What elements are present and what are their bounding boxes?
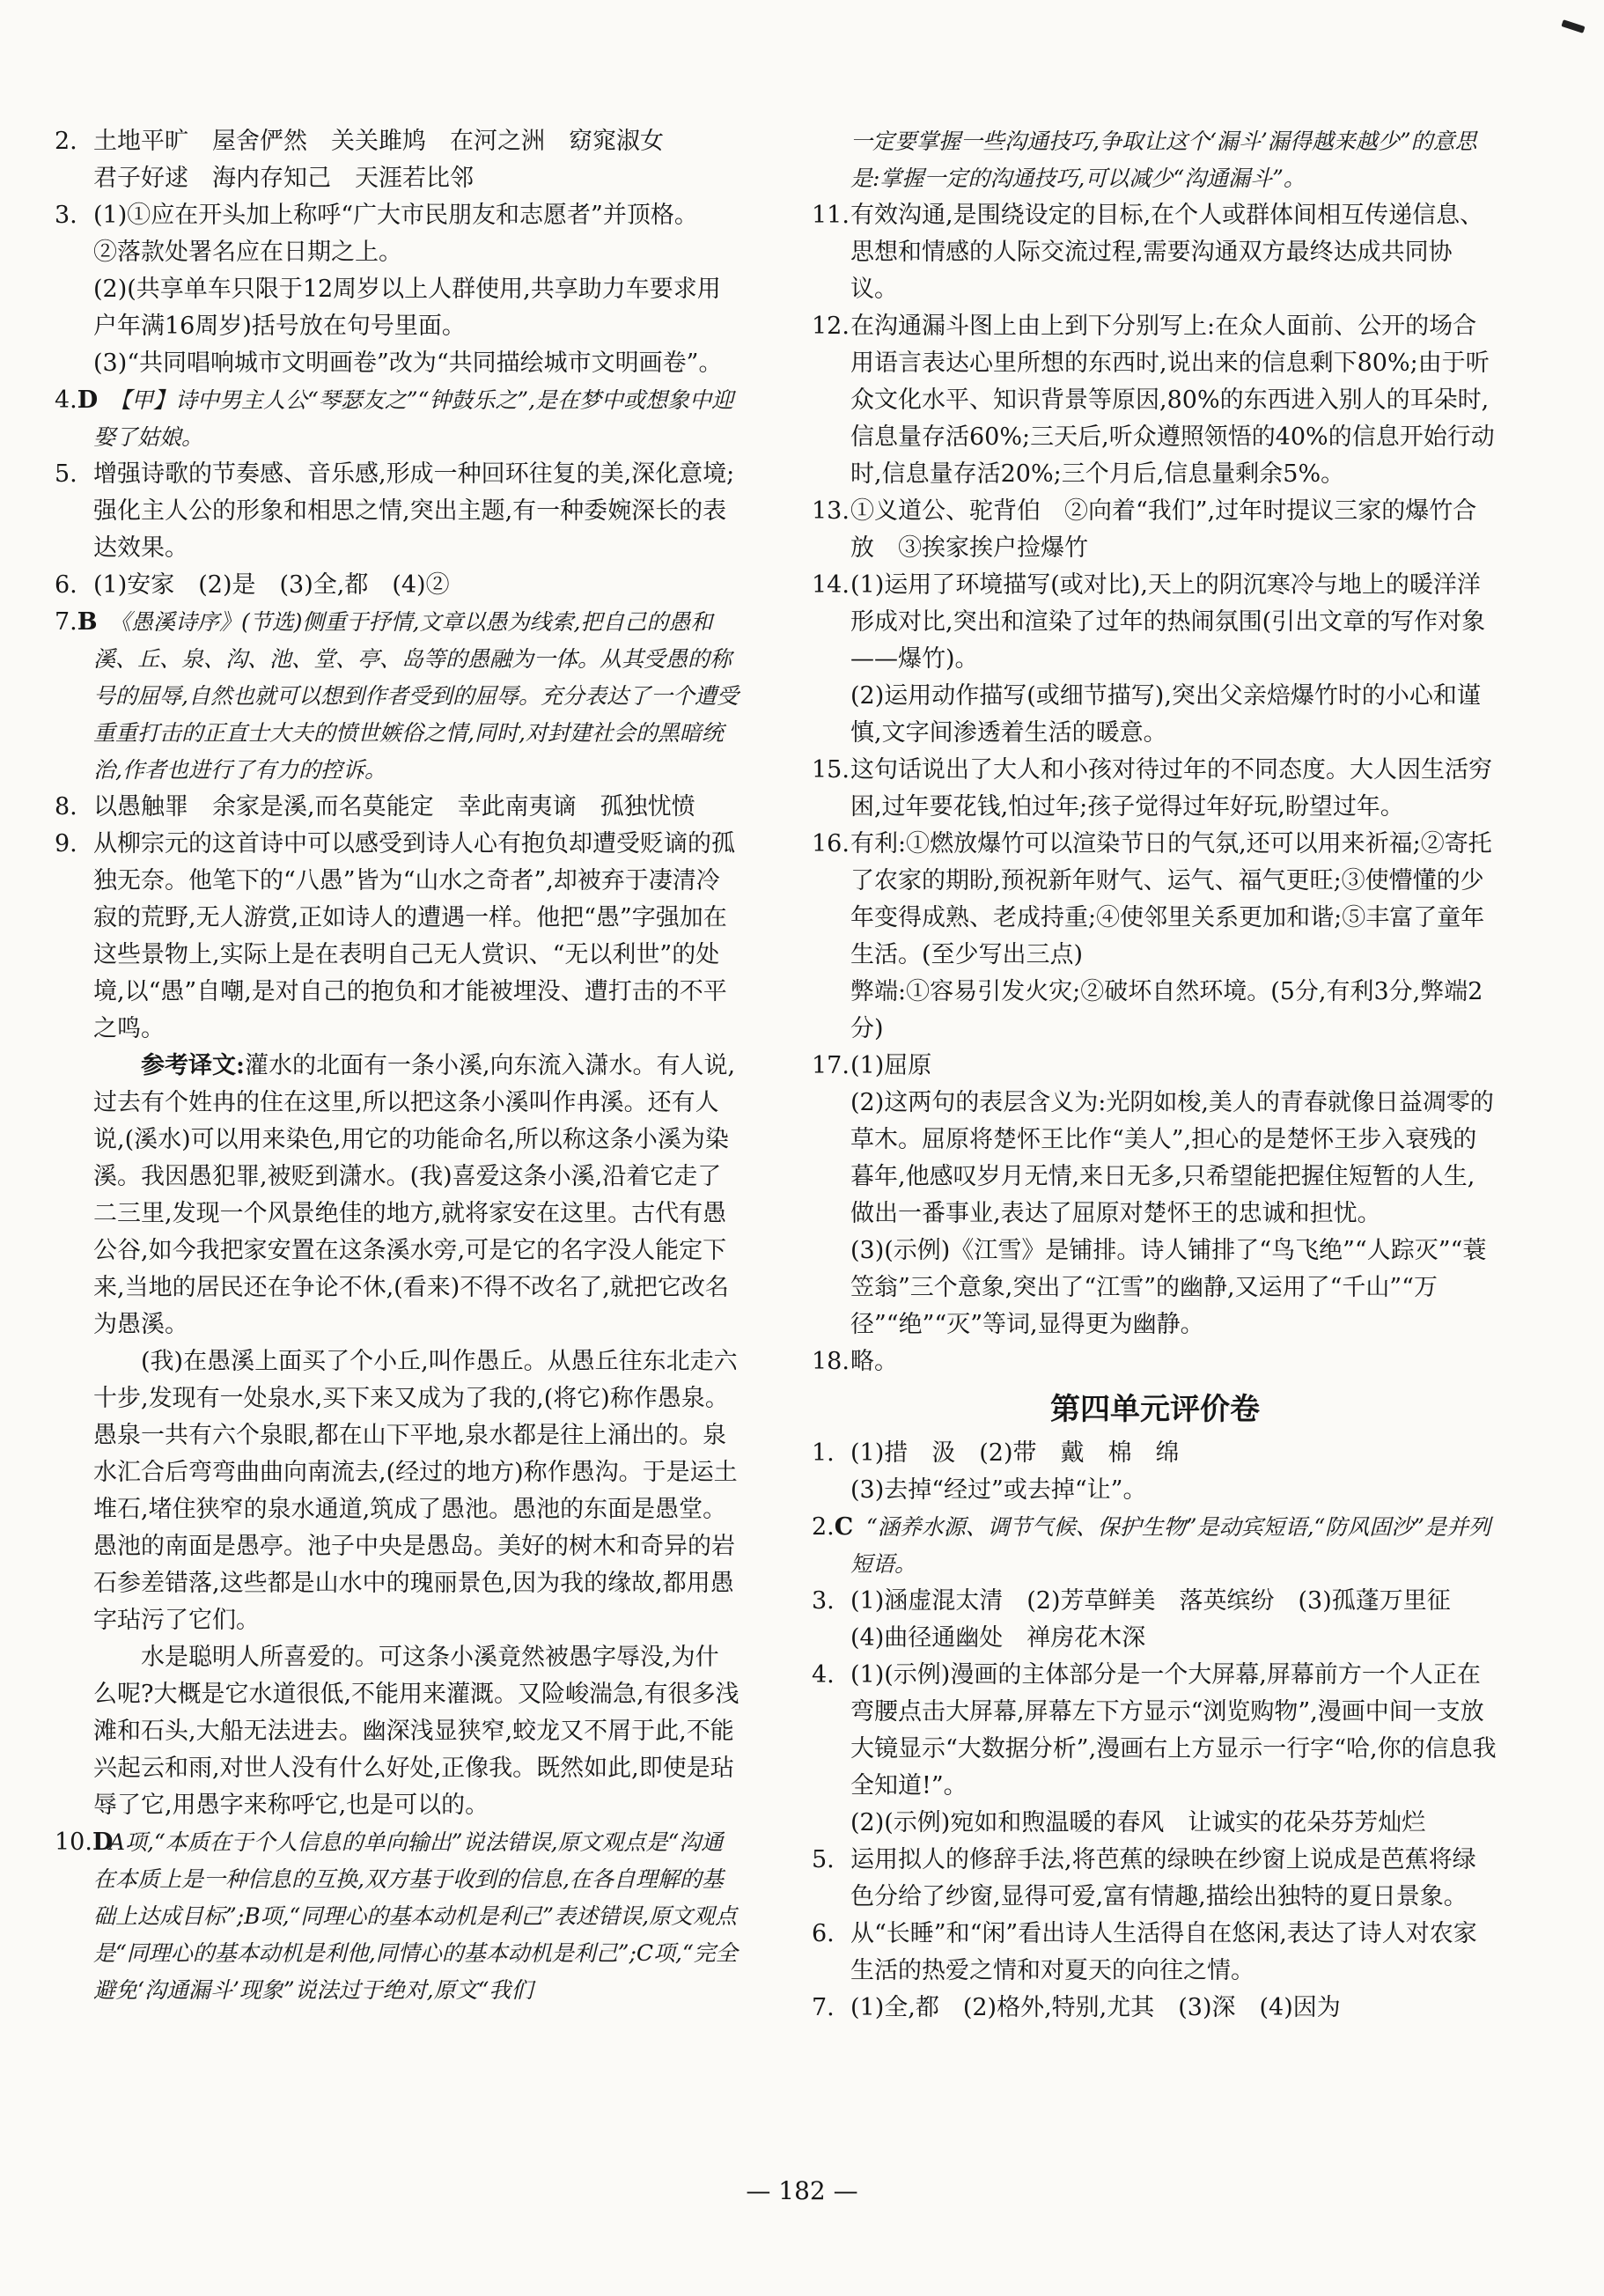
answer-line: 从“长睡”和“闲”看出诗人生活得自在悠闲,表达了诗人对农家生活的热爱之情和对夏天的向往之情。: [850, 1920, 1477, 1984]
section-item-5: [812, 1842, 1498, 1916]
item-number-text: 10.: [55, 1829, 92, 1856]
answer-line: (1)涵虚混太清 (2)芳草鲜美 落英缤纷 (3)孤蓬万里征 (4)曲径通幽处 禅房花木深: [850, 1587, 1475, 1652]
item-number: 14.: [812, 571, 850, 599]
choice-answer: B: [77, 608, 98, 636]
answer-item-13: [812, 493, 1498, 567]
answer-item-17: [812, 1048, 1498, 1343]
answer-line: 君子好逑 海内存知己 天涯若比邻: [93, 165, 474, 192]
answer-item-10: [55, 1824, 741, 2009]
answer-line: 以愚触罪 余家是溪,而名莫能定 幸此南夷谪 孤独忧愤: [93, 793, 695, 821]
answer-item-11: [812, 197, 1498, 308]
answer-line: (1)屈原: [850, 1052, 932, 1079]
item-number: 8.: [55, 793, 77, 821]
answer-line: 略。: [850, 1348, 898, 1375]
answer-item-4: [55, 382, 741, 456]
answer-item-2: [55, 123, 741, 197]
item-number: 16.: [812, 830, 850, 857]
choice-answer: C: [834, 1513, 854, 1541]
answer-line: (1)①应在开头加上称呼“广大市民朋友和志愿者”并顶格。: [93, 202, 698, 229]
item-number: [55, 382, 98, 419]
left-column: [55, 123, 741, 2009]
answer-line: (2)(共享单车只限于12周岁以上人群使用,共享助力车要求用户年满16周岁)括号放在句号里面。: [93, 276, 721, 340]
answer-line: (2)运用动作描写(或细节描写),突出父亲焙爆竹时的小心和谨慎,文字间渗透着生活的暖意。: [850, 682, 1481, 747]
choice-answer: D: [77, 386, 99, 414]
item-number: 5.: [55, 460, 77, 488]
answer-line: (1)措 汲 (2)带 戴 棉 绵: [850, 1439, 1180, 1467]
answer-item-5: [55, 456, 741, 567]
answer-line: 有效沟通,是围绕设定的目标,在个人或群体间相互传递信息、思想和情感的人际交流过程,需要沟通双方最终达成共同协议。: [850, 202, 1484, 303]
answer-line: (1)全,都 (2)格外,特别,尤其 (3)深 (4)因为: [850, 1994, 1341, 2021]
answer-line: (1)安家 (2)是 (3)全,都 (4)②: [93, 571, 450, 599]
section-item-6: [812, 1916, 1498, 1990]
item-number: 11.: [812, 202, 850, 229]
answer-item-15: [812, 752, 1498, 826]
translation-text: 灌水的北面有一条小溪,向东流入潇水。有人说,过去有个姓冉的住在这里,所以把这条小溪叫作冉溪。还有人说,(溪水)可以用来染色,用它的功能命名,所以称这条小溪为染溪。我因愚犯罪,被贬到潇水。(我)喜爱这条小溪,沿着它走了二三里,发现一个风景绝佳的地方,就将家安在这里。古代有愚公谷,如今我把家安置在这条溪水旁,可是它的名字没人能定下来,当地的居民还在争论不休,(看来)不得不改名了,就把它改名为愚溪。: [93, 1052, 736, 1338]
item-number: 18.: [812, 1348, 850, 1375]
answer-line: (1)(示例)漫画的主体部分是一个大屏幕,屏幕前方一个人正在弯腰点击大屏幕,屏幕左下方显示“浏览购物”,漫画中间一支放大镜显示“大数据分析”,漫画右上方显示一行字“哈,你的信息我全知道!”。: [850, 1661, 1497, 1799]
choice-answer: D: [92, 1829, 114, 1856]
answer-line: (1)运用了环境描写(或对比),天上的阴沉寒冷与地上的暖洋洋形成对比,突出和渲染了过年的热闹氛围(引出文章的写作对象——爆竹)。: [850, 571, 1486, 673]
section-item-3: [812, 1583, 1498, 1657]
answer-line: 这句话说出了大人和小孩对待过年的不同态度。大人因生活穷困,过年要花钱,怕过年;孩子觉得过年好玩,盼望过年。: [850, 756, 1492, 821]
right-column: [812, 123, 1498, 2027]
answer-line: 有利:①燃放爆竹可以渲染节日的气氛,还可以用来祈福;②寄托了农家的期盼,预祝新年财气、运气、福气更旺;③使懵懂的少年变得成熟、老成持重;④使邻里关系更加和谐;⑤丰富了童年生活。(至少写出三点): [850, 830, 1492, 968]
explanation: “涵养水源、调节气候、保护生物”是动宾短语,“防风固沙”是并列短语。: [850, 1514, 1491, 1577]
explanation-continuation: 一定要掌握一些沟通技巧,争取让这个‘漏斗’漏得越来越少”的意思是:掌握一定的沟通技巧,可以减少“沟通漏斗”。: [850, 129, 1477, 191]
corner-mark: [1561, 19, 1585, 33]
answer-item-8: [55, 789, 741, 826]
continuation-text: [812, 123, 1498, 197]
item-number-text: 7.: [55, 608, 77, 636]
page-number: — 182 —: [746, 2176, 858, 2205]
answer-line: 在沟通漏斗图上由上到下分别写上:在众人面前、公开的场合用语言表达心里所想的东西时,说出来的信息剩下80%;由于听众文化水平、知识背景等原因,80%的东西进入别人的耳朵时,信息量存活60%;三天后,听众遵照领悟的40%的信息开始行动时,信息量存活20%;三个月后,信息量剩余5%。: [850, 313, 1495, 488]
translation-label: 参考译文:: [141, 1052, 245, 1079]
item-number: 6.: [55, 571, 77, 599]
item-number: 12.: [812, 313, 850, 340]
item-number: 13.: [812, 497, 850, 525]
answer-line: (2)(示例)宛如和煦温暖的春风 让诚实的花朵芬芳灿烂: [850, 1809, 1426, 1836]
answer-line: 增强诗歌的节奏感、音乐感,形成一种回环往复的美,深化意境;强化主人公的形象和相思之情,突出主题,有一种委婉深长的表达效果。: [93, 460, 735, 562]
section-item-7: [812, 1990, 1498, 2027]
item-number: 1.: [812, 1439, 835, 1467]
item-number: 4.: [812, 1661, 835, 1689]
answer-line: 弊端:①容易引发火灾;②破坏自然环境。(5分,有利3分,弊端2分): [850, 978, 1483, 1042]
item-number-text: 4.: [55, 386, 77, 414]
item-number: 6.: [812, 1920, 835, 1947]
translation-paragraph: (我)在愚溪上面买了个小丘,叫作愚丘。从愚丘往东北走六十步,发现有一处泉水,买下来又成为了我的,(将它)称作愚泉。愚泉一共有六个泉眼,都在山下平地,泉水都是往上涌出的。泉水汇合后弯弯曲曲向南流去,(经过的地方)称作愚沟。于是运土堆石,堵住狭窄的泉水通道,筑成了愚池。愚池的东面是愚堂。愚池的南面是愚亭。池子中央是愚岛。美好的树木和奇异的岩石参差错落,这些都是山水中的瑰丽景色,因为我的缘故,都用愚字玷污了它们。: [93, 1348, 738, 1634]
item-number-text: 2.: [812, 1513, 835, 1541]
item-number: 2.: [55, 128, 77, 155]
item-number: 3.: [55, 202, 77, 229]
answer-line: 从柳宗元的这首诗中可以感受到诗人心有抱负却遭受贬谪的孤独无奈。他笔下的“八愚”皆为“山水之奇者”,却被弃于凄清冷寂的荒野,无人游赏,正如诗人的遭遇一样。他把“愚”字强加在这些景物上,实际上是在表明自己无人赏识、“无以利世”的处境,以“愚”自嘲,是对自己的抱负和才能被埋没、遭打击的不平之鸣。: [93, 830, 735, 1042]
item-number: 15.: [812, 756, 850, 784]
item-number: 5.: [812, 1846, 835, 1873]
answer-item-3: [55, 197, 741, 382]
item-number: 17.: [812, 1052, 850, 1079]
answer-item-16: [812, 826, 1498, 1048]
answer-item-9: [55, 826, 741, 1824]
item-number: 7.: [812, 1994, 835, 2021]
answer-line: (2)这两句的表层含义为:光阴如梭,美人的青春就像日益凋零的草木。屈原将楚怀王比作“美人”,担心的是楚怀王步入衰残的暮年,他感叹岁月无情,来日无多,只希望能把握住短暂的人生,做出一番事业,表达了屈原对楚怀王的忠诚和担忧。: [850, 1089, 1494, 1227]
answer-item-7: [55, 604, 741, 789]
item-number: [55, 1824, 113, 1861]
item-number: 9.: [55, 830, 77, 857]
explanation: 《愚溪诗序》(节选)侧重于抒情,文章以愚为线索,把自己的愚和溪、丘、泉、沟、池、堂、亭、岛等的愚融为一体。从其受愚的称号的屈辱,自然也就可以想到作者受到的屈辱。充分表达了一个遭受重重打击的正直士大夫的愤世嫉俗之情,同时,对封建社会的黑暗统治,作者也进行了有力的控诉。: [93, 609, 739, 783]
answer-item-14: [812, 567, 1498, 752]
item-number: 3.: [812, 1587, 835, 1615]
section-title: 第四单元评价卷: [1050, 1392, 1260, 1427]
answer-line: 运用拟人的修辞手法,将芭蕉的绿映在纱窗上说成是芭蕉将绿色分给了纱窗,显得可爱,富有情趣,描绘出独特的夏日景象。: [850, 1846, 1476, 1910]
answer-item-18: [812, 1343, 1498, 1380]
answer-line: (3)“共同唱响城市文明画卷”改为“共同描绘城市文明画卷”。: [93, 350, 723, 377]
answer-line: (3)(示例)《江雪》是铺排。诗人铺排了“鸟飞绝”“人踪灭”“蓑笠翁”三个意象,突出了“江雪”的幽静,又运用了“千山”“万径”“绝”“灭”等词,显得更为幽静。: [850, 1237, 1487, 1338]
translation-paragraph: [93, 1048, 741, 1343]
section-item-4: [812, 1657, 1498, 1842]
answer-item-12: [812, 308, 1498, 493]
item-number: [55, 604, 98, 641]
answer-item-6: [55, 567, 741, 604]
section-item-2: [812, 1509, 1498, 1583]
answer-line: ①义道公、驼背伯 ②向着“我们”,过年时提议三家的爆竹合放 ③挨家挨户捡爆竹: [850, 497, 1477, 562]
section-item-1: [812, 1435, 1498, 1509]
item-number: [812, 1509, 853, 1546]
answer-line: (3)去掉“经过”或去掉“让”。: [850, 1476, 1147, 1504]
answer-line: 土地平旷 屋舍俨然 关关雎鸠 在河之洲 窈窕淑女: [93, 128, 664, 155]
translation-paragraph: 水是聪明人所喜爱的。可这条小溪竟然被愚字辱没,为什么呢?大概是它水道很低,不能用来灌溉。又险峻湍急,有很多浅滩和石头,大船无法进去。幽深浅显狭窄,蛟龙又不屑于此,不能兴起云和雨,对世人没有什么好处,正像我。既然如此,即使是玷辱了它,用愚字来称呼它,也是可以的。: [93, 1644, 739, 1819]
explanation: 【甲】诗中男主人公“琴瑟友之”“钟鼓乐之”,是在梦中或想象中迎娶了姑娘。: [93, 387, 734, 450]
answer-line: ②落款处署名应在日期之上。: [93, 239, 402, 266]
explanation: A项,“本质在于个人信息的单向输出”说法错误,原文观点是“沟通在本质上是一种信息的互换,双方基于收到的信息,在各自理解的基础上达成目标”;B项,“同理心的基本动机是利己”表述错误,原文观点是“同理心的基本动机是利他,同情心的基本动机是利己”;C项,“完全避免‘沟通漏斗’现象”说法过于绝对,原文“我们: [93, 1829, 738, 2003]
